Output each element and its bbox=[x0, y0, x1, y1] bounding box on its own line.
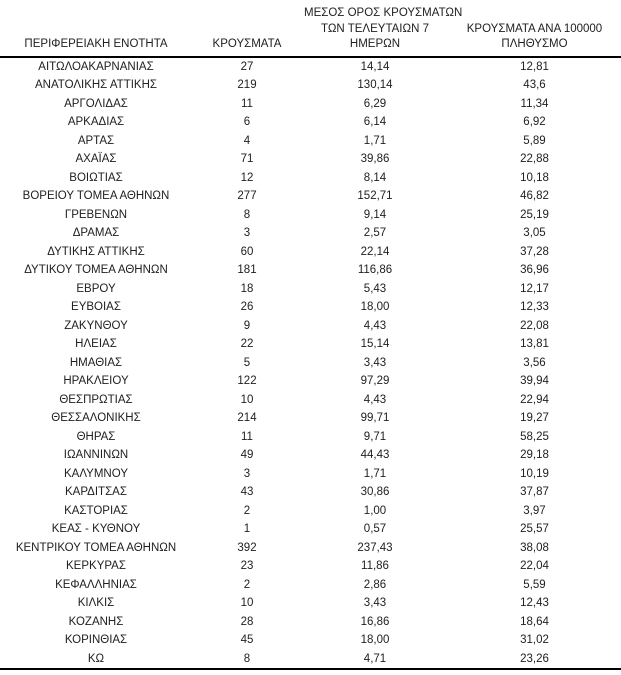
cases-cell: 6 bbox=[243, 116, 251, 128]
cases-cell: 9 bbox=[243, 319, 251, 332]
per100k-cell: 22,08 bbox=[520, 319, 549, 332]
avg7-cell: 0,57 bbox=[363, 523, 387, 535]
region-cell: ΘΗΡΑΣ bbox=[76, 430, 116, 443]
avg7-cell: 237,43 bbox=[357, 541, 393, 554]
avg7-cell: 9,71 bbox=[363, 430, 387, 443]
cases-cell: 49 bbox=[240, 449, 254, 461]
table-row bbox=[0, 372, 621, 391]
table-row bbox=[0, 76, 621, 95]
table-row bbox=[0, 335, 621, 354]
table-row bbox=[0, 465, 621, 484]
cases-cell: 392 bbox=[237, 541, 257, 554]
avg7-cell: 39,86 bbox=[360, 153, 390, 165]
table-row bbox=[0, 150, 621, 169]
region-cell: ΚΕΦΑΛΛΗΝΙΑΣ bbox=[55, 578, 137, 591]
avg7-cell: 9,14 bbox=[363, 208, 387, 221]
per100k-cell: 22,04 bbox=[520, 560, 549, 572]
avg7-cell: 18,00 bbox=[360, 634, 390, 646]
table-row bbox=[0, 95, 621, 114]
header-row bbox=[0, 6, 621, 57]
cases-cell: 8 bbox=[243, 652, 251, 665]
avg7-cell: 3,43 bbox=[363, 597, 387, 609]
region-cell: ΑΝΑΤΟΛΙΚΗΣ ΑΤΤΙΚΗΣ bbox=[34, 79, 157, 91]
header-region-label: ΠΕΡΙΦΕΡΕΙΑΚΗ ΕΝΟΤΗΤΑ bbox=[24, 38, 168, 50]
table-row bbox=[0, 169, 621, 188]
avg7-cell: 130,14 bbox=[357, 79, 393, 91]
cases-cell: 8 bbox=[243, 208, 251, 221]
region-cell: ΚΕΡΚΥΡΑΣ bbox=[66, 560, 126, 572]
per100k-cell: 12,81 bbox=[520, 60, 549, 73]
cases-cell: 22 bbox=[240, 338, 254, 350]
avg7-cell: 1,00 bbox=[363, 504, 387, 517]
header-avg7 bbox=[302, 6, 463, 57]
cases-cell: 12 bbox=[240, 171, 254, 184]
per100k-cell: 5,59 bbox=[523, 578, 546, 591]
cases-cell: 10 bbox=[240, 393, 254, 406]
region-cell: ΔΥΤΙΚΗΣ ΑΤΤΙΚΗΣ bbox=[47, 245, 145, 258]
region-cell: ΚΟΖΑΝΗΣ bbox=[68, 615, 124, 628]
cases-cell: 60 bbox=[240, 245, 254, 258]
per100k-cell: 39,94 bbox=[520, 375, 549, 387]
cases-cell: 3 bbox=[243, 227, 251, 239]
avg7-cell: 22,14 bbox=[360, 245, 390, 258]
avg7-cell: 8,14 bbox=[363, 171, 387, 184]
cases-cell: 45 bbox=[240, 634, 254, 646]
avg7-cell: 5,43 bbox=[363, 282, 387, 295]
per100k-cell: 25,57 bbox=[520, 523, 549, 535]
table-row bbox=[0, 576, 621, 595]
header-avg7-line2: ΤΩΝ ΤΕΛΕΥΤΑΙΩΝ 7 bbox=[321, 22, 429, 35]
avg7-cell: 44,43 bbox=[360, 449, 390, 461]
header-avg7-line3: ΗΜΕΡΩΝ bbox=[349, 38, 401, 50]
per100k-cell: 22,88 bbox=[520, 153, 549, 165]
cases-cell: 219 bbox=[237, 79, 257, 91]
avg7-cell: 30,86 bbox=[360, 486, 390, 498]
table-header bbox=[0, 6, 621, 57]
per100k-cell: 37,87 bbox=[520, 486, 549, 498]
per100k-cell: 13,81 bbox=[520, 338, 549, 350]
table-row bbox=[0, 280, 621, 299]
per100k-cell: 11,34 bbox=[520, 97, 549, 110]
avg7-cell: 4,43 bbox=[363, 319, 387, 332]
cases-cell: 181 bbox=[237, 264, 257, 276]
cases-cell: 11 bbox=[241, 97, 253, 110]
per100k-cell: 5,89 bbox=[523, 134, 546, 147]
table-row bbox=[0, 631, 621, 650]
header-per100k bbox=[448, 6, 621, 57]
per100k-cell: 10,18 bbox=[520, 171, 549, 184]
cases-cell: 23 bbox=[240, 560, 254, 572]
header-region bbox=[0, 6, 192, 57]
table-row bbox=[0, 224, 621, 243]
per100k-cell: 12,43 bbox=[520, 597, 549, 609]
region-cell: ΑΡΚΑΔΙΑΣ bbox=[67, 116, 125, 128]
table-body bbox=[0, 57, 621, 670]
cases-cell: 2 bbox=[243, 504, 251, 517]
avg7-cell: 16,86 bbox=[360, 615, 390, 628]
per100k-cell: 12,33 bbox=[520, 301, 549, 313]
cases-cell: 277 bbox=[237, 190, 257, 202]
per100k-cell: 18,64 bbox=[520, 615, 549, 628]
cases-cell: 3 bbox=[243, 467, 251, 480]
header-cases bbox=[192, 6, 302, 57]
cases-cell: 4 bbox=[243, 134, 251, 147]
region-cell: ΚΕΝΤΡΙΚΟΥ ΤΟΜΕΑ ΑΘΗΝΩΝ bbox=[15, 541, 177, 554]
region-cell: ΗΜΑΘΙΑΣ bbox=[69, 356, 123, 369]
region-cell: ΚΙΛΚΙΣ bbox=[77, 597, 115, 609]
table-row bbox=[0, 132, 621, 151]
avg7-cell: 152,71 bbox=[357, 190, 393, 202]
table-row bbox=[0, 243, 621, 262]
region-cell: ΘΕΣΠΡΩΤΙΑΣ bbox=[59, 393, 133, 406]
region-cell: ΘΕΣΣΑΛΟΝΙΚΗΣ bbox=[51, 412, 141, 424]
table-row bbox=[0, 409, 621, 428]
table-row bbox=[0, 113, 621, 132]
avg7-cell: 11,86 bbox=[361, 560, 389, 572]
avg7-cell: 18,00 bbox=[360, 301, 390, 313]
per100k-cell: 25,19 bbox=[520, 208, 549, 221]
region-cell: ΚΑΡΔΙΤΣΑΣ bbox=[65, 486, 127, 498]
region-cell: ΕΒΡΟΥ bbox=[76, 282, 116, 295]
cases-cell: 27 bbox=[240, 60, 254, 73]
per100k-cell: 37,28 bbox=[520, 245, 549, 258]
cases-cell: 18 bbox=[240, 282, 254, 295]
per100k-cell: 10,19 bbox=[520, 467, 549, 480]
region-cell: ΑΡΓΟΛΙΔΑΣ bbox=[64, 97, 128, 110]
avg7-cell: 14,14 bbox=[360, 60, 390, 73]
avg7-cell: 2,57 bbox=[363, 227, 387, 239]
table-row bbox=[0, 594, 621, 613]
cases-cell: 2 bbox=[243, 578, 251, 591]
avg7-cell: 1,71 bbox=[363, 134, 387, 147]
avg7-cell: 6,29 bbox=[363, 97, 387, 110]
region-cell: ΔΥΤΙΚΟΥ ΤΟΜΕΑ ΑΘΗΝΩΝ bbox=[24, 264, 168, 276]
table-row bbox=[0, 446, 621, 465]
cases-cell: 1 bbox=[243, 523, 251, 535]
header-per100k-line1: ΚΡΟΥΣΜΑΤΑ ΑΝΑ 100000 bbox=[466, 22, 603, 35]
cases-cell: 71 bbox=[240, 153, 254, 165]
per100k-cell: 29,18 bbox=[520, 449, 549, 461]
per100k-cell: 36,96 bbox=[520, 264, 549, 276]
table-row bbox=[0, 187, 621, 206]
cases-cell: 214 bbox=[237, 412, 257, 424]
cases-cell: 28 bbox=[240, 615, 254, 628]
avg7-cell: 97,29 bbox=[360, 375, 390, 387]
per100k-cell: 46,82 bbox=[520, 190, 549, 202]
table-row bbox=[0, 502, 621, 521]
cases-cell: 122 bbox=[237, 375, 257, 387]
region-cell: ΖΑΚΥΝΘΟΥ bbox=[64, 319, 128, 332]
avg7-cell: 99,71 bbox=[360, 412, 390, 424]
region-cell: ΔΡΑΜΑΣ bbox=[72, 227, 120, 239]
table-row bbox=[0, 557, 621, 576]
table-row bbox=[0, 317, 621, 336]
table-row bbox=[0, 650, 621, 670]
region-cell: ΚΕΑΣ - ΚΥΘΝΟΥ bbox=[51, 523, 141, 535]
per100k-cell: 22,94 bbox=[520, 393, 549, 406]
per100k-cell: 38,08 bbox=[520, 541, 549, 554]
region-cell: ΕΥΒΟΙΑΣ bbox=[71, 301, 121, 313]
per100k-cell: 12,17 bbox=[520, 282, 549, 295]
table-row bbox=[0, 57, 621, 77]
per100k-cell: 19,27 bbox=[520, 412, 549, 424]
region-cell: ΒΟΙΩΤΙΑΣ bbox=[69, 171, 123, 184]
region-cell: ΚΑΛΥΜΝΟΥ bbox=[64, 467, 128, 480]
cases-cell: 43 bbox=[240, 486, 254, 498]
table-row bbox=[0, 483, 621, 502]
per100k-cell: 58,25 bbox=[520, 430, 549, 443]
region-cell: ΚΑΣΤΟΡΙΑΣ bbox=[64, 504, 128, 517]
header-avg7-line1: ΜΕΣΟΣ ΟΡΟΣ ΚΡΟΥΣΜΑΤΩΝ bbox=[304, 7, 463, 19]
per100k-cell: 3,97 bbox=[523, 504, 546, 517]
avg7-cell: 4,71 bbox=[363, 652, 387, 665]
header-cases-label: ΚΡΟΥΣΜΑΤΑ bbox=[212, 38, 282, 50]
header-per100k-line2: ΠΛΗΘΥΣΜΟ bbox=[501, 38, 568, 50]
cases-cell: 11 bbox=[241, 430, 253, 443]
table-row bbox=[0, 539, 621, 558]
table-row bbox=[0, 613, 621, 632]
per100k-cell: 3,56 bbox=[523, 356, 546, 369]
per100k-cell: 43,6 bbox=[523, 79, 546, 91]
table-row bbox=[0, 298, 621, 317]
cases-cell: 5 bbox=[243, 356, 251, 369]
table-row bbox=[0, 354, 621, 373]
region-cell: ΚΟΡΙΝΘΙΑΣ bbox=[64, 634, 128, 646]
region-cell: ΗΡΑΚΛΕΙΟΥ bbox=[63, 375, 129, 387]
regional-cases-table bbox=[0, 6, 621, 670]
region-cell: ΚΩ bbox=[87, 652, 105, 665]
region-cell: ΒΟΡΕΙΟΥ ΤΟΜΕΑ ΑΘΗΝΩΝ bbox=[22, 190, 170, 202]
region-cell: ΑΧΑΪΑΣ bbox=[75, 153, 117, 165]
region-cell: ΑΙΤΩΛΟΑΚΑΡΝΑΝΙΑΣ bbox=[38, 60, 154, 73]
region-cell: ΗΛΕΙΑΣ bbox=[75, 338, 117, 350]
avg7-cell: 3,43 bbox=[363, 356, 387, 369]
cases-cell: 26 bbox=[240, 301, 254, 313]
region-cell: ΓΡΕΒΕΝΩΝ bbox=[64, 208, 128, 221]
avg7-cell: 4,43 bbox=[363, 393, 387, 406]
table-row bbox=[0, 520, 621, 539]
avg7-cell: 15,14 bbox=[360, 338, 390, 350]
avg7-cell: 6,14 bbox=[363, 116, 387, 128]
avg7-cell: 116,86 bbox=[357, 264, 393, 276]
per100k-cell: 23,26 bbox=[520, 652, 549, 665]
avg7-cell: 2,86 bbox=[363, 578, 387, 591]
per100k-cell: 3,05 bbox=[523, 227, 546, 239]
per100k-cell: 6,92 bbox=[523, 116, 546, 128]
per100k-cell: 31,02 bbox=[520, 634, 549, 646]
table-row bbox=[0, 391, 621, 410]
region-cell: ΑΡΤΑΣ bbox=[77, 134, 115, 147]
table-row bbox=[0, 206, 621, 225]
table-row bbox=[0, 261, 621, 280]
avg7-cell: 1,71 bbox=[363, 467, 387, 480]
cases-cell: 10 bbox=[240, 597, 254, 609]
table-row bbox=[0, 428, 621, 447]
region-cell: ΙΩΑΝΝΙΝΩΝ bbox=[63, 449, 129, 461]
